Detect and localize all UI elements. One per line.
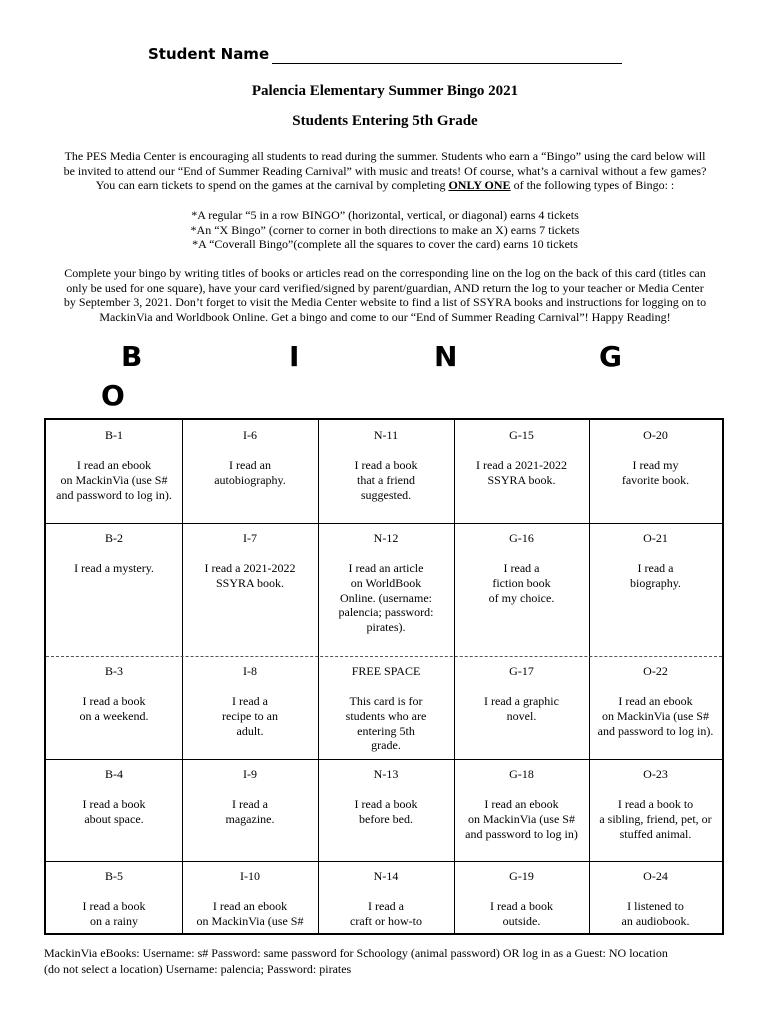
grid-row-divider [46, 759, 722, 760]
bingo-square-code: G-19 [509, 869, 534, 883]
bingo-square [589, 523, 722, 656]
bingo-square [589, 759, 722, 861]
bingo-square [454, 861, 589, 933]
rule-x-bingo: *An “X Bingo” (corner to corner in both directions to make an X) earns 7 tickets [190, 222, 580, 237]
bingo-letter-o: O [101, 379, 125, 412]
bingo-square-code: N-11 [373, 428, 399, 442]
bingo-square-task: I read a 2021-2022 SSYRA book. [476, 458, 567, 487]
bingo-square [318, 523, 454, 656]
bingo-square-code: O-23 [643, 767, 668, 781]
bingo-square [318, 420, 454, 523]
bingo-square-code: I-7 [243, 531, 257, 545]
bingo-square-task: I read a book about space. [82, 797, 146, 826]
bingo-square [318, 861, 454, 933]
bingo-square-code: N-13 [373, 767, 399, 781]
bingo-square-task: I read an ebook on MackinVia (use S# and password to log in) [465, 797, 578, 841]
intro-line: You can earn tickets to spend on the games at the carnival by completing ONLY ONE of the following types of Bingo: : [95, 178, 675, 193]
bingo-square-code: G-16 [509, 531, 534, 545]
bingo-square-code: B-1 [105, 428, 123, 442]
bingo-square-code: B-4 [105, 767, 123, 781]
bingo-square-task: I read a book to a sibling, friend, pet, or stuffed animal. [599, 797, 712, 841]
intro-paragraph [40, 149, 730, 193]
bingo-square-task: I read an ebook on MackinVia (use S# [196, 899, 304, 928]
intro-line: The PES Media Center is encouraging all students to read during the summer. Students who earn a “Bingo” using the card below will [64, 149, 706, 163]
bingo-square-task: I read my favorite book. [621, 458, 690, 487]
bingo-square [589, 420, 722, 523]
footer-note [44, 945, 734, 977]
bingo-square [182, 420, 318, 523]
bingo-square-task: I read a magazine. [225, 797, 275, 826]
bingo-square-code: FREE SPACE [351, 664, 421, 678]
bingo-square-code: B-2 [105, 531, 123, 545]
bingo-square [454, 656, 589, 759]
bingo-square-task: I listened to an audiobook. [621, 899, 690, 928]
student-name-label: Student Name [148, 45, 270, 63]
page-title: Palencia Elementary Summer Bingo 2021 [251, 83, 519, 99]
bingo-square [182, 656, 318, 759]
bingo-square [182, 861, 318, 933]
bingo-letter-i: I [289, 340, 300, 373]
bingo-square-task: I read a recipe to an adult. [222, 694, 278, 738]
bingo-square-task: I read a book on a weekend. [79, 694, 149, 723]
bingo-square-code: O-24 [643, 869, 668, 883]
instructions-line: Complete your bingo by writing titles of books or articles read on the corresponding line on the log on the back of this card (titles can [64, 266, 706, 280]
grid-column-divider [454, 420, 455, 933]
bingo-square-code: G-18 [509, 767, 534, 781]
student-name-blank-line [272, 63, 622, 64]
bingo-letter-b: B [121, 340, 143, 373]
bingo-square-task: I read a fiction book of my choice. [488, 561, 555, 605]
bingo-square-code: N-12 [373, 531, 399, 545]
bingo-square-task: I read a craft or how-to [350, 899, 422, 928]
bingo-square-task: I read an ebook on MackinVia (use S# and password to log in). [56, 458, 172, 502]
bingo-square [46, 861, 182, 933]
bingo-square [182, 523, 318, 656]
grid-column-divider [182, 420, 183, 933]
bingo-square [46, 523, 182, 656]
bingo-letter-n: N [434, 340, 458, 373]
bingo-square-task: I read a book that a friend suggested. [354, 458, 418, 502]
bingo-square-code: G-17 [509, 664, 534, 678]
grid-row-divider [46, 523, 722, 524]
instructions-line: only be used for one square), have your card verified/signed by parent/guardian, AND return the log to your teacher or Media Center [66, 280, 704, 295]
intro-line: be invited to attend our “End of Summer Reading Carnival” with music and treats! Of course, what’s a carnival without a few games? [63, 163, 707, 178]
bingo-square [454, 523, 589, 656]
bingo-square-code: O-22 [643, 664, 668, 678]
footer-line: (do not select a location) Username: palencia; Password: pirates [44, 962, 352, 976]
bingo-letter-g: G [599, 340, 622, 373]
bingo-card-grid [44, 418, 724, 935]
bingo-square [589, 656, 722, 759]
bingo-square-code: N-14 [373, 869, 399, 883]
bingo-square-task: I read a book on a rainy [82, 899, 146, 928]
bingo-square-code: O-20 [643, 428, 668, 442]
grid-column-divider [318, 420, 319, 933]
bingo-square-code: B-5 [105, 869, 123, 883]
bingo-square-task: I read a mystery. [74, 561, 154, 575]
bingo-square [46, 656, 182, 759]
bingo-square [182, 759, 318, 861]
footer-line: MackinVia eBooks: Username: s# Password: same password for Schoology (animal password) OR log in as a Guest: NO location [44, 946, 668, 960]
bingo-square-task: I read a biography. [630, 561, 681, 590]
bingo-square-task: I read an ebook on MackinVia (use S# and password to log in). [597, 694, 714, 738]
grid-row-divider [46, 861, 722, 862]
rule-coverall-bingo: *A “Coverall Bingo”(complete all the squares to cover the card) earns 10 tickets [192, 237, 578, 252]
bingo-square-code: I-6 [243, 428, 257, 442]
bingo-square-task: I read a book outside. [490, 899, 553, 928]
bingo-square [46, 759, 182, 861]
rule-regular-bingo: *A regular “5 in a row BINGO” (horizontal, vertical, or diagonal) earns 4 tickets [191, 208, 579, 222]
bingo-square-task: I read an article on WorldBook Online. (username: palencia; password: pirates). [338, 561, 434, 635]
grid-row-divider [46, 656, 722, 657]
instructions-line: by September 3, 2021. Don’t forget to visit the Media Center website to find a list of SSYRA books and instructions for logging on to [63, 295, 707, 310]
bingo-square [454, 420, 589, 523]
bingo-square-code: G-15 [509, 428, 534, 442]
bingo-square-task: I read a graphic novel. [484, 694, 559, 723]
bingo-square-code: I-9 [243, 767, 257, 781]
bingo-square-task: I read an autobiography. [214, 458, 286, 487]
bingo-square [318, 759, 454, 861]
bingo-square-code: I-8 [243, 664, 257, 678]
bingo-square [318, 656, 454, 759]
instructions-line: MackinVia and Worldbook Online. Get a bingo and come to our “End of Summer Reading Carnival”! Happy Reading! [99, 309, 671, 324]
bingo-square-task: I read a book before bed. [354, 797, 418, 826]
bingo-square-code: B-3 [105, 664, 123, 678]
bingo-square-task: I read a 2021-2022 SSYRA book. [204, 561, 296, 590]
instructions-paragraph [40, 266, 730, 324]
bingo-square-code: O-21 [643, 531, 668, 545]
page-subtitle: Students Entering 5th Grade [292, 113, 478, 129]
bingo-square [454, 759, 589, 861]
bingo-square [46, 420, 182, 523]
bingo-square [589, 861, 722, 933]
ticket-rules [0, 208, 770, 252]
bingo-square-task: This card is for students who are entering 5th grade. [345, 694, 427, 753]
grid-column-divider [589, 420, 590, 933]
only-one-emphasis: ONLY ONE [448, 178, 511, 193]
bingo-square-code: I-10 [240, 869, 260, 883]
